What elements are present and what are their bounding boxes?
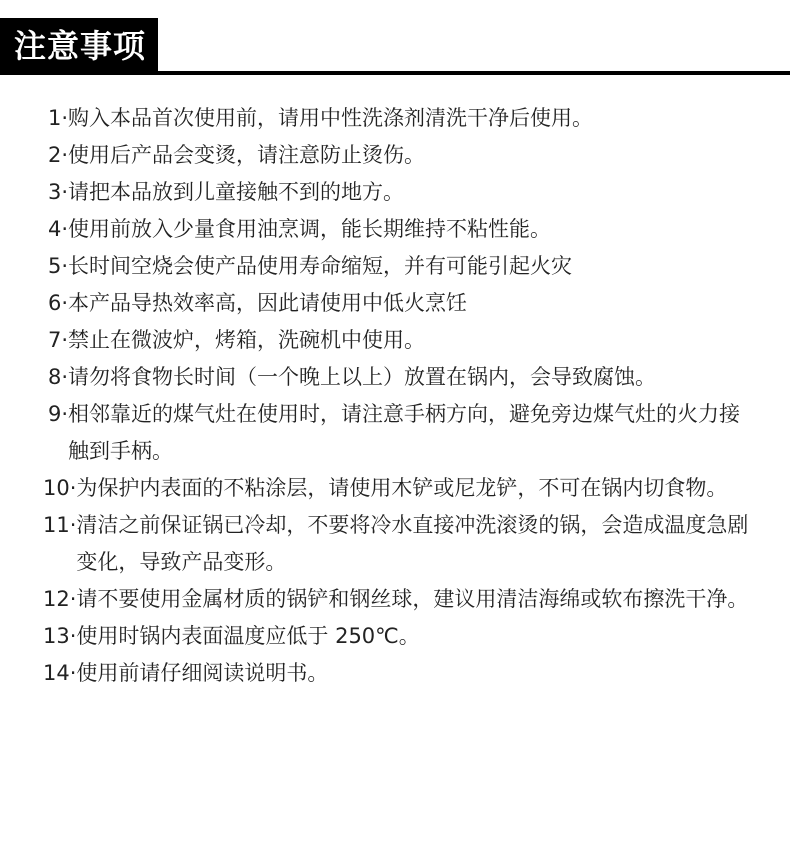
item-number: 12· (43, 587, 77, 611)
item-text: 本产品导热效率高，因此请使用中低火烹饪 (68, 291, 468, 315)
item-text: 购入本品首次使用前，请用中性洗涤剂清洗干净后使用。 (68, 106, 594, 130)
list-item (43, 470, 758, 507)
item-number: 6· (48, 291, 69, 315)
list-item (48, 359, 758, 396)
header (0, 0, 790, 76)
item-text: 使用时锅内表面温度应低于 250℃。 (76, 624, 420, 648)
list-item (48, 174, 758, 211)
list-item (43, 581, 758, 618)
item-number: 8· (48, 365, 69, 389)
list-item (48, 396, 758, 470)
list-item (48, 100, 758, 137)
item-number: 5· (48, 254, 69, 278)
item-number: 7· (48, 328, 69, 352)
item-text: 清洁之前保证锅已冷却，不要将冷水直接冲洗滚烫的锅，会造成温度急剧变化，导致产品变形。 (76, 513, 749, 574)
item-text: 使用后产品会变烫，请注意防止烫伤。 (68, 143, 426, 167)
item-text: 请把本品放到儿童接触不到的地方。 (68, 180, 405, 204)
header-divider (0, 71, 790, 75)
item-number: 13· (43, 624, 77, 648)
item-text: 相邻靠近的煤气灶在使用时，请注意手柄方向，避免旁边煤气灶的火力接触到手柄。 (68, 402, 741, 463)
list-item (48, 137, 758, 174)
item-number: 3· (48, 180, 69, 204)
list-item (43, 507, 758, 581)
list-item (48, 322, 758, 359)
notice-list (43, 100, 758, 692)
page-title: 注意事项 (14, 27, 147, 65)
item-text: 长时间空烧会使产品使用寿命缩短，并有可能引起火灾 (68, 254, 573, 278)
item-number: 1· (48, 106, 69, 130)
item-number: 10· (43, 476, 77, 500)
item-text: 请勿将食物长时间（一个晚上以上）放置在锅内，会导致腐蚀。 (68, 365, 657, 389)
list-item (48, 211, 758, 248)
item-number: 11· (43, 513, 77, 537)
list-item (48, 285, 758, 322)
item-text: 请不要使用金属材质的锅铲和钢丝球，建议用清洁海绵或软布擦洗干净。 (76, 587, 749, 611)
item-number: 4· (48, 217, 69, 241)
item-number: 2· (48, 143, 69, 167)
list-item (48, 248, 758, 285)
item-text: 使用前请仔细阅读说明书。 (76, 661, 329, 685)
list-item (43, 618, 758, 655)
item-number: 14· (43, 661, 77, 685)
title-box (0, 18, 158, 74)
item-number: 9· (48, 402, 69, 426)
item-text: 为保护内表面的不粘涂层，请使用木铲或尼龙铲，不可在锅内切食物。 (76, 476, 728, 500)
item-text: 禁止在微波炉，烤箱，洗碗机中使用。 (68, 328, 426, 352)
list-item (43, 655, 758, 692)
item-text: 使用前放入少量食用油烹调，能长期维持不粘性能。 (68, 217, 552, 241)
